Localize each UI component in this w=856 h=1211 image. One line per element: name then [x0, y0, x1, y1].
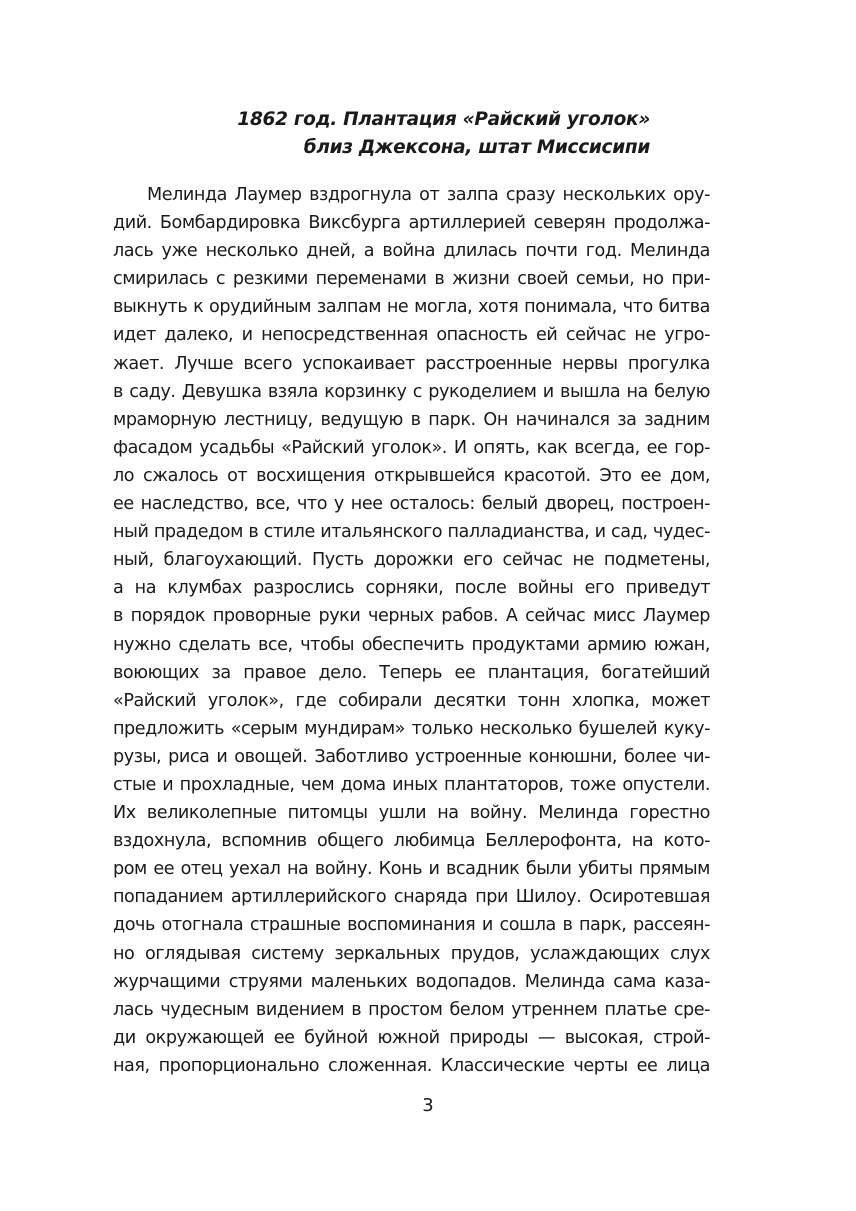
text-line: стые и прохладные, чем дома иных плантаторов, тоже опустели. [113, 774, 710, 795]
text-line: ный прадедом в стиле итальянского палладианства, и сад, чудес- [113, 522, 710, 543]
text-line: дочь отогнала страшные воспоминания и сошла в парк, рассеян- [113, 915, 710, 936]
text-line: смирилась с резкими переменами в жизни своей семьи, но при- [113, 269, 710, 290]
text-line: «Райский уголок», где собирали десятки тонн хлопка, может [113, 690, 710, 711]
text-line: ром ее отец уехал на войну. Конь и всадник были убиты прямым [113, 859, 710, 880]
text-line: ло сжалось от восхищения открывшейся красотой. Это ее дом, [113, 465, 710, 486]
text-line: попаданием артиллерийского снаряда при Шилоу. Осиротевшая [113, 887, 710, 908]
text-line: выкнуть к орудийным залпам не могла, хотя понимала, что битва [113, 297, 710, 318]
text-line: но оглядывая систему зеркальных прудов, услаждающих слух [113, 943, 710, 964]
text-line: вздохнула, вспомнив общего любимца Беллерофонта, на кото- [113, 831, 710, 852]
epigraph-line-2: близ Джексона, штат Миссисипи [303, 137, 650, 158]
text-line: лась уже несколько дней, а война длилась почти год. Мелинда [113, 241, 710, 262]
text-line: фасадом усадьбы «Райский уголок». И опять, как всегда, ее гор- [113, 437, 710, 458]
text-line: ный, благоухающий. Пусть дорожки его сейчас не подметены, [113, 550, 710, 571]
text-line: в саду. Девушка взяла корзинку с рукоделием и вышла на белую [113, 381, 710, 402]
text-line: ее наследство, все, что у нее осталось: белый дворец, построен- [113, 494, 710, 515]
text-line: предложить «серым мундирам» только несколько бушелей куку- [113, 718, 710, 739]
text-line: ная, пропорционально сложенная. Классические черты ее лица [113, 1055, 710, 1076]
text-line: журчащими струями маленьких водопадов. Мелинда сама каза- [113, 971, 710, 992]
text-line: жает. Лучше всего успокаивает расстроенные нервы прогулка [113, 353, 710, 374]
text-line: нужно сделать все, чтобы обеспечить продуктами армию южан, [113, 634, 710, 655]
text-line: идет далеко, и непосредственная опасность ей сейчас не угро- [113, 325, 710, 346]
text-line: лась чудесным видением в простом белом утреннем платье сре- [113, 999, 710, 1020]
chapter-epigraph [237, 106, 650, 162]
text-line: в порядок проворные руки черных рабов. А сейчас мисс Лаумер [113, 606, 710, 627]
page-number: 3 [422, 1095, 434, 1116]
epigraph-line-1: 1862 год. Плантация «Райский уголок» [237, 109, 650, 130]
body-paragraph [113, 181, 710, 1080]
text-line: дий. Бомбардировка Виксбурга артиллерией северян продолжа- [113, 213, 710, 234]
text-line: ди окружающей ее буйной южной природы — высокая, строй- [113, 1027, 710, 1048]
text-line: Мелинда Лаумер вздрогнула от залпа сразу нескольких ору- [147, 185, 710, 205]
text-line: рузы, риса и овощей. Заботливо устроенные конюшни, более чи- [113, 746, 710, 767]
text-line: воюющих за правое дело. Теперь ее плантация, богатейший [113, 662, 710, 683]
text-line: а на клумбах разрослись сорняки, после войны его приведут [113, 578, 710, 599]
text-line: мраморную лестницу, ведущую в парк. Он начинался за задним [113, 409, 710, 430]
text-line: Их великолепные питомцы ушли на войну. Мелинда горестно [113, 803, 710, 824]
